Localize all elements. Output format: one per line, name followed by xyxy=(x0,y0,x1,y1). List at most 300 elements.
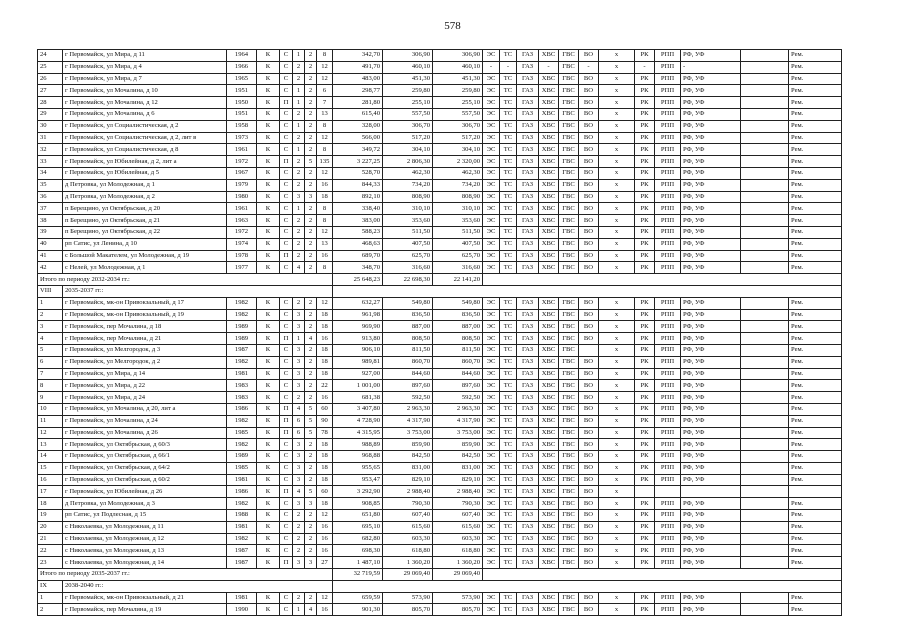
gas-supply-cell: ГАЗ xyxy=(517,498,539,510)
heat-supply-cell: ТС xyxy=(500,510,517,522)
facade-repair-cell: РПП xyxy=(655,191,681,203)
row-number-cell: 16 xyxy=(38,474,63,486)
roof-repair-cell: РК xyxy=(635,356,655,368)
hot-water-cell: ГВС xyxy=(559,309,579,321)
floors-cell: 2 xyxy=(305,97,317,109)
wall-type-cell: К xyxy=(257,344,280,356)
power-supply-cell: ЭС xyxy=(483,156,500,168)
residential-area-cell: 353,60 xyxy=(433,215,483,227)
period-section-row xyxy=(38,580,842,592)
wall-type-cell: К xyxy=(257,604,280,616)
table-row xyxy=(38,403,842,415)
drainage-cell: ВО xyxy=(579,179,599,191)
gas-supply-cell: ГАЗ xyxy=(517,297,539,309)
year-built-cell: 1986 xyxy=(227,486,257,498)
drainage-cell: ВО xyxy=(579,392,599,404)
total-area-cell: 659,59 xyxy=(333,592,383,604)
entrances-cell: 2 xyxy=(293,167,305,179)
total-label: Итого по периоду 2032-2034 гг.: xyxy=(38,274,333,286)
hot-water-cell: ГВС xyxy=(559,262,579,274)
basement-repair-cell: РФ, УФ xyxy=(681,380,741,392)
row-number-cell: 1 xyxy=(38,592,63,604)
apartments-cell: 18 xyxy=(317,309,333,321)
basement-repair-cell: РФ, УФ xyxy=(681,403,741,415)
power-supply-cell: ЭС xyxy=(483,215,500,227)
cold-water-cell: ХВС xyxy=(539,486,559,498)
total-area-cell: 695,10 xyxy=(333,521,383,533)
table-row xyxy=(38,250,842,262)
hot-water-cell: ГВС xyxy=(559,226,579,238)
living-area-cell: 811,50 xyxy=(383,344,433,356)
basement-repair-cell: РФ, УФ xyxy=(681,50,741,62)
wall-type-cell: К xyxy=(257,474,280,486)
drainage-cell xyxy=(579,344,599,356)
row-number-cell: 32 xyxy=(38,144,63,156)
address-cell: г Первомайск, ул Мира, д 11 xyxy=(63,50,227,62)
year-built-cell: 1982 xyxy=(227,309,257,321)
wall-type-cell: К xyxy=(257,356,280,368)
floors-cell: 2 xyxy=(305,50,317,62)
basement-repair-cell: РФ, УФ xyxy=(681,545,741,557)
hot-water-cell: ГВС xyxy=(559,344,579,356)
year-built-cell: 1985 xyxy=(227,462,257,474)
apartments-cell: 16 xyxy=(317,521,333,533)
year-built-cell: 1982 xyxy=(227,439,257,451)
year-built-cell: 1972 xyxy=(227,226,257,238)
apartments-cell: 16 xyxy=(317,392,333,404)
year-built-cell: 1967 xyxy=(227,167,257,179)
address-cell: г Первомайск, ул Мира, д 22 xyxy=(63,380,227,392)
wall-type-cell: К xyxy=(257,309,280,321)
cold-water-cell: ХВС xyxy=(539,97,559,109)
heat-supply-cell: ТС xyxy=(500,108,517,120)
drainage-cell: ВО xyxy=(579,97,599,109)
lift-cell: х xyxy=(599,250,635,262)
facade-repair-cell: РПП xyxy=(655,262,681,274)
row-number-cell: 18 xyxy=(38,498,63,510)
residential-area-cell: 887,00 xyxy=(433,321,483,333)
drainage-cell: ВО xyxy=(579,486,599,498)
lift-cell: х xyxy=(599,226,635,238)
facade-repair-cell: РПП xyxy=(655,167,681,179)
drainage-cell: ВО xyxy=(579,120,599,132)
hot-water-cell: ГВС xyxy=(559,380,579,392)
apartments-cell: 18 xyxy=(317,474,333,486)
cold-water-cell: ХВС xyxy=(539,403,559,415)
apartments-cell: 8 xyxy=(317,120,333,132)
hot-water-cell: ГВС xyxy=(559,108,579,120)
row-number-cell: 34 xyxy=(38,167,63,179)
roof-repair-cell: РК xyxy=(635,521,655,533)
residential-area-cell: 860,70 xyxy=(433,356,483,368)
lift-cell: х xyxy=(599,144,635,156)
cold-water-cell: ХВС xyxy=(539,333,559,345)
apartments-cell: 78 xyxy=(317,427,333,439)
extra-works-cell xyxy=(741,156,789,168)
facade-repair-cell: РПП xyxy=(655,132,681,144)
total-area-cell: 338,40 xyxy=(333,203,383,215)
roof-repair-cell: РК xyxy=(635,510,655,522)
roof-repair-cell: РК xyxy=(635,533,655,545)
entrances-cell: 2 xyxy=(293,61,305,73)
extra-works-cell xyxy=(741,462,789,474)
basement-repair-cell: РФ, УФ xyxy=(681,474,741,486)
drainage-cell: ВО xyxy=(579,498,599,510)
heat-supply-cell: ТС xyxy=(500,521,517,533)
gas-supply-cell: ГАЗ xyxy=(517,144,539,156)
work-type-cell: Рем. xyxy=(789,262,842,274)
residential-area-cell: 1 360,20 xyxy=(433,557,483,569)
power-supply-cell: ЭС xyxy=(483,250,500,262)
entrances-cell: 3 xyxy=(293,356,305,368)
facade-repair-cell: РПП xyxy=(655,344,681,356)
hot-water-cell: ГВС xyxy=(559,451,579,463)
drainage-cell: ВО xyxy=(579,238,599,250)
floors-cell: 2 xyxy=(305,521,317,533)
entrances-cell: 2 xyxy=(293,545,305,557)
drainage-cell: ВО xyxy=(579,521,599,533)
table-row xyxy=(38,521,842,533)
table-row xyxy=(38,557,842,569)
cold-water-cell: ХВС xyxy=(539,156,559,168)
gas-supply-cell: ГАЗ xyxy=(517,321,539,333)
floors-cell: 2 xyxy=(305,309,317,321)
hot-water-cell: ГВС xyxy=(559,604,579,616)
address-cell: п Берещино, ул Октябрьская, д 22 xyxy=(63,226,227,238)
entrances-cell: 3 xyxy=(293,380,305,392)
wall-type-cell: К xyxy=(257,592,280,604)
facade-repair-cell: РПП xyxy=(655,156,681,168)
extra-works-cell xyxy=(741,356,789,368)
total-area-cell: 298,77 xyxy=(333,85,383,97)
apartments-cell: 16 xyxy=(317,333,333,345)
roof-type-cell: С xyxy=(280,545,293,557)
basement-repair-cell: РФ, УФ xyxy=(681,368,741,380)
heat-supply-cell: ТС xyxy=(500,439,517,451)
row-number-cell: 12 xyxy=(38,427,63,439)
apartments-cell: 12 xyxy=(317,73,333,85)
total-value-cell: 25 648,23 xyxy=(333,274,383,286)
section-label: 2035-2037 гг.: xyxy=(63,285,333,297)
table-row xyxy=(38,592,842,604)
floors-cell: 2 xyxy=(305,356,317,368)
living-area-cell: 860,70 xyxy=(383,356,433,368)
year-built-cell: 1982 xyxy=(227,498,257,510)
basement-repair-cell: РФ, УФ xyxy=(681,439,741,451)
apartments-cell: 18 xyxy=(317,368,333,380)
residential-area-cell: 462,30 xyxy=(433,167,483,179)
cold-water-cell: ХВС xyxy=(539,321,559,333)
address-cell: д Петровка, ул Молодежная, д 2 xyxy=(63,191,227,203)
table-row xyxy=(38,462,842,474)
power-supply-cell: ЭС xyxy=(483,557,500,569)
lift-cell: х xyxy=(599,108,635,120)
facade-repair-cell: РПП xyxy=(655,545,681,557)
table-row xyxy=(38,486,842,498)
floors-cell: 2 xyxy=(305,179,317,191)
address-cell: г Первомайск, ул Мочалина, д 10 xyxy=(63,85,227,97)
entrances-cell: 3 xyxy=(293,474,305,486)
cold-water-cell: ХВС xyxy=(539,203,559,215)
gas-supply-cell: ГАЗ xyxy=(517,533,539,545)
roof-repair-cell: РК xyxy=(635,392,655,404)
living-area-cell: 462,30 xyxy=(383,167,433,179)
housing-register-table xyxy=(37,49,842,616)
total-area-cell: 969,90 xyxy=(333,321,383,333)
gas-supply-cell: ГАЗ xyxy=(517,451,539,463)
table-row xyxy=(38,510,842,522)
hot-water-cell: ГВС xyxy=(559,297,579,309)
residential-area-cell: 842,50 xyxy=(433,451,483,463)
roof-repair-cell: РК xyxy=(635,604,655,616)
facade-repair-cell: РПП xyxy=(655,85,681,97)
facade-repair-cell: РПП xyxy=(655,510,681,522)
hot-water-cell: ГВС xyxy=(559,144,579,156)
drainage-cell: ВО xyxy=(579,191,599,203)
floors-cell: 5 xyxy=(305,427,317,439)
work-type-cell xyxy=(789,486,842,498)
drainage-cell: ВО xyxy=(579,462,599,474)
row-number-cell: 13 xyxy=(38,439,63,451)
row-number-cell: 38 xyxy=(38,215,63,227)
heat-supply-cell: ТС xyxy=(500,167,517,179)
power-supply-cell: ЭС xyxy=(483,179,500,191)
year-built-cell: 1982 xyxy=(227,533,257,545)
gas-supply-cell: ГАЗ xyxy=(517,50,539,62)
roof-type-cell: С xyxy=(280,321,293,333)
apartments-cell: 8 xyxy=(317,215,333,227)
gas-supply-cell: ГАЗ xyxy=(517,521,539,533)
table-row xyxy=(38,144,842,156)
wall-type-cell: К xyxy=(257,333,280,345)
residential-area-cell: 407,50 xyxy=(433,238,483,250)
floors-cell: 2 xyxy=(305,203,317,215)
table-row xyxy=(38,108,842,120)
work-type-cell: Рем. xyxy=(789,427,842,439)
apartments-cell: 18 xyxy=(317,462,333,474)
table-row xyxy=(38,132,842,144)
entrances-cell: 1 xyxy=(293,604,305,616)
roof-repair-cell: РК xyxy=(635,297,655,309)
heat-supply-cell: - xyxy=(500,61,517,73)
row-number-cell: 15 xyxy=(38,462,63,474)
row-number-cell: 3 xyxy=(38,321,63,333)
work-type-cell: Рем. xyxy=(789,592,842,604)
power-supply-cell: ЭС xyxy=(483,73,500,85)
floors-cell: 3 xyxy=(305,557,317,569)
drainage-cell: ВО xyxy=(579,592,599,604)
entrances-cell: 1 xyxy=(293,203,305,215)
facade-repair-cell: РПП xyxy=(655,50,681,62)
total-area-cell: 961,98 xyxy=(333,309,383,321)
facade-repair-cell: РПП xyxy=(655,498,681,510)
work-type-cell: Рем. xyxy=(789,309,842,321)
wall-type-cell: К xyxy=(257,215,280,227)
work-type-cell: Рем. xyxy=(789,167,842,179)
hot-water-cell: ГВС xyxy=(559,592,579,604)
cold-water-cell: ХВС xyxy=(539,356,559,368)
year-built-cell: 1961 xyxy=(227,144,257,156)
residential-area-cell: 897,60 xyxy=(433,380,483,392)
floors-cell: 2 xyxy=(305,344,317,356)
roof-type-cell: С xyxy=(280,356,293,368)
roof-type-cell: С xyxy=(280,592,293,604)
row-number-cell: 31 xyxy=(38,132,63,144)
heat-supply-cell: ТС xyxy=(500,120,517,132)
table-row xyxy=(38,297,842,309)
total-area-cell: 528,70 xyxy=(333,167,383,179)
work-type-cell: Рем. xyxy=(789,510,842,522)
row-number-cell: 8 xyxy=(38,380,63,392)
entrances-cell: 6 xyxy=(293,415,305,427)
work-type-cell: Рем. xyxy=(789,462,842,474)
drainage-cell: ВО xyxy=(579,73,599,85)
power-supply-cell: ЭС xyxy=(483,474,500,486)
gas-supply-cell: ГАЗ xyxy=(517,439,539,451)
basement-repair-cell: РФ, УФ xyxy=(681,521,741,533)
basement-repair-cell: РФ, УФ xyxy=(681,297,741,309)
work-type-cell: Рем. xyxy=(789,156,842,168)
gas-supply-cell: ГАЗ xyxy=(517,132,539,144)
floors-cell: 2 xyxy=(305,297,317,309)
work-type-cell: Рем. xyxy=(789,120,842,132)
heat-supply-cell: ТС xyxy=(500,73,517,85)
floors-cell: 5 xyxy=(305,415,317,427)
gas-supply-cell: ГАЗ xyxy=(517,250,539,262)
drainage-cell: ВО xyxy=(579,604,599,616)
roof-repair-cell xyxy=(635,486,655,498)
lift-cell: х xyxy=(599,297,635,309)
cold-water-cell: ХВС xyxy=(539,545,559,557)
work-type-cell: Рем. xyxy=(789,498,842,510)
drainage-cell: ВО xyxy=(579,215,599,227)
entrances-cell: 1 xyxy=(293,97,305,109)
address-cell: г Первомайск, ул Мира, д 7 xyxy=(63,73,227,85)
living-area-cell: 844,60 xyxy=(383,368,433,380)
drainage-cell: ВО xyxy=(579,262,599,274)
wall-type-cell: К xyxy=(257,97,280,109)
total-area-cell: 483,00 xyxy=(333,73,383,85)
facade-repair-cell: РПП xyxy=(655,250,681,262)
roof-repair-cell: РК xyxy=(635,215,655,227)
work-type-cell: Рем. xyxy=(789,474,842,486)
gas-supply-cell: ГАЗ xyxy=(517,215,539,227)
drainage-cell: ВО xyxy=(579,403,599,415)
year-built-cell: 1988 xyxy=(227,510,257,522)
facade-repair-cell: РПП xyxy=(655,427,681,439)
extra-works-cell xyxy=(741,215,789,227)
entrances-cell: 2 xyxy=(293,132,305,144)
residential-area-cell: 859,90 xyxy=(433,439,483,451)
row-number-cell: 26 xyxy=(38,73,63,85)
power-supply-cell: ЭС xyxy=(483,380,500,392)
living-area-cell: 4 317,90 xyxy=(383,415,433,427)
facade-repair-cell: РПП xyxy=(655,309,681,321)
power-supply-cell: ЭС xyxy=(483,427,500,439)
total-area-cell: 689,70 xyxy=(333,250,383,262)
lift-cell: х xyxy=(599,238,635,250)
entrances-cell: 3 xyxy=(293,462,305,474)
roof-type-cell: С xyxy=(280,238,293,250)
roof-type-cell: П xyxy=(280,557,293,569)
living-area-cell: 615,60 xyxy=(383,521,433,533)
hot-water-cell: ГВС xyxy=(559,97,579,109)
gas-supply-cell: ГАЗ xyxy=(517,604,539,616)
floors-cell: 2 xyxy=(305,132,317,144)
total-area-cell: 1 487,10 xyxy=(333,557,383,569)
floors-cell: 2 xyxy=(305,226,317,238)
heat-supply-cell: ТС xyxy=(500,132,517,144)
wall-type-cell: К xyxy=(257,85,280,97)
roof-type-cell: П xyxy=(280,403,293,415)
address-cell: г Первомайск, мк-он Привокзальный, д 21 xyxy=(63,592,227,604)
address-cell: г Первомайск, мк-он Привокзальный, д 17 xyxy=(63,297,227,309)
living-area-cell: 808,90 xyxy=(383,191,433,203)
total-area-cell: 682,80 xyxy=(333,533,383,545)
entrances-cell: 1 xyxy=(293,333,305,345)
total-area-cell: 491,70 xyxy=(333,61,383,73)
residential-area-cell: 615,60 xyxy=(433,521,483,533)
power-supply-cell: ЭС xyxy=(483,592,500,604)
cold-water-cell: ХВС xyxy=(539,368,559,380)
row-number-cell: 2 xyxy=(38,604,63,616)
heat-supply-cell: ТС xyxy=(500,321,517,333)
lift-cell: х xyxy=(599,203,635,215)
year-built-cell: 1982 xyxy=(227,356,257,368)
entrances-cell: 2 xyxy=(293,156,305,168)
extra-works-cell xyxy=(741,73,789,85)
section-filler-cell xyxy=(333,580,842,592)
table-row xyxy=(38,604,842,616)
basement-repair-cell: РФ, УФ xyxy=(681,179,741,191)
year-built-cell: 1958 xyxy=(227,120,257,132)
total-area-cell: 698,30 xyxy=(333,545,383,557)
total-area-cell: 3 407,80 xyxy=(333,403,383,415)
floors-cell: 2 xyxy=(305,392,317,404)
roof-type-cell: С xyxy=(280,215,293,227)
floors-cell: 2 xyxy=(305,439,317,451)
cold-water-cell: ХВС xyxy=(539,344,559,356)
residential-area-cell: 829,10 xyxy=(433,474,483,486)
power-supply-cell: ЭС xyxy=(483,451,500,463)
roof-type-cell: С xyxy=(280,297,293,309)
roof-repair-cell: РК xyxy=(635,403,655,415)
basement-repair-cell: - xyxy=(681,61,741,73)
extra-works-cell xyxy=(741,132,789,144)
row-number-cell: 14 xyxy=(38,451,63,463)
heat-supply-cell: ТС xyxy=(500,191,517,203)
apartments-cell: 7 xyxy=(317,97,333,109)
gas-supply-cell: ГАЗ xyxy=(517,510,539,522)
floors-cell: 5 xyxy=(305,403,317,415)
gas-supply-cell: ГАЗ xyxy=(517,462,539,474)
facade-repair-cell: РПП xyxy=(655,592,681,604)
residential-area-cell: 306,90 xyxy=(433,50,483,62)
extra-works-cell xyxy=(741,333,789,345)
address-cell: г Первомайск, ул Социалистическая, д 8 xyxy=(63,144,227,156)
work-type-cell: Рем. xyxy=(789,415,842,427)
power-supply-cell: ЭС xyxy=(483,368,500,380)
drainage-cell: ВО xyxy=(579,380,599,392)
living-area-cell: 511,50 xyxy=(383,226,433,238)
extra-works-cell xyxy=(741,309,789,321)
apartments-cell: 6 xyxy=(317,85,333,97)
apartments-cell: 12 xyxy=(317,510,333,522)
entrances-cell: 2 xyxy=(293,238,305,250)
table-row xyxy=(38,309,842,321)
floors-cell: 5 xyxy=(305,486,317,498)
roof-type-cell: С xyxy=(280,462,293,474)
